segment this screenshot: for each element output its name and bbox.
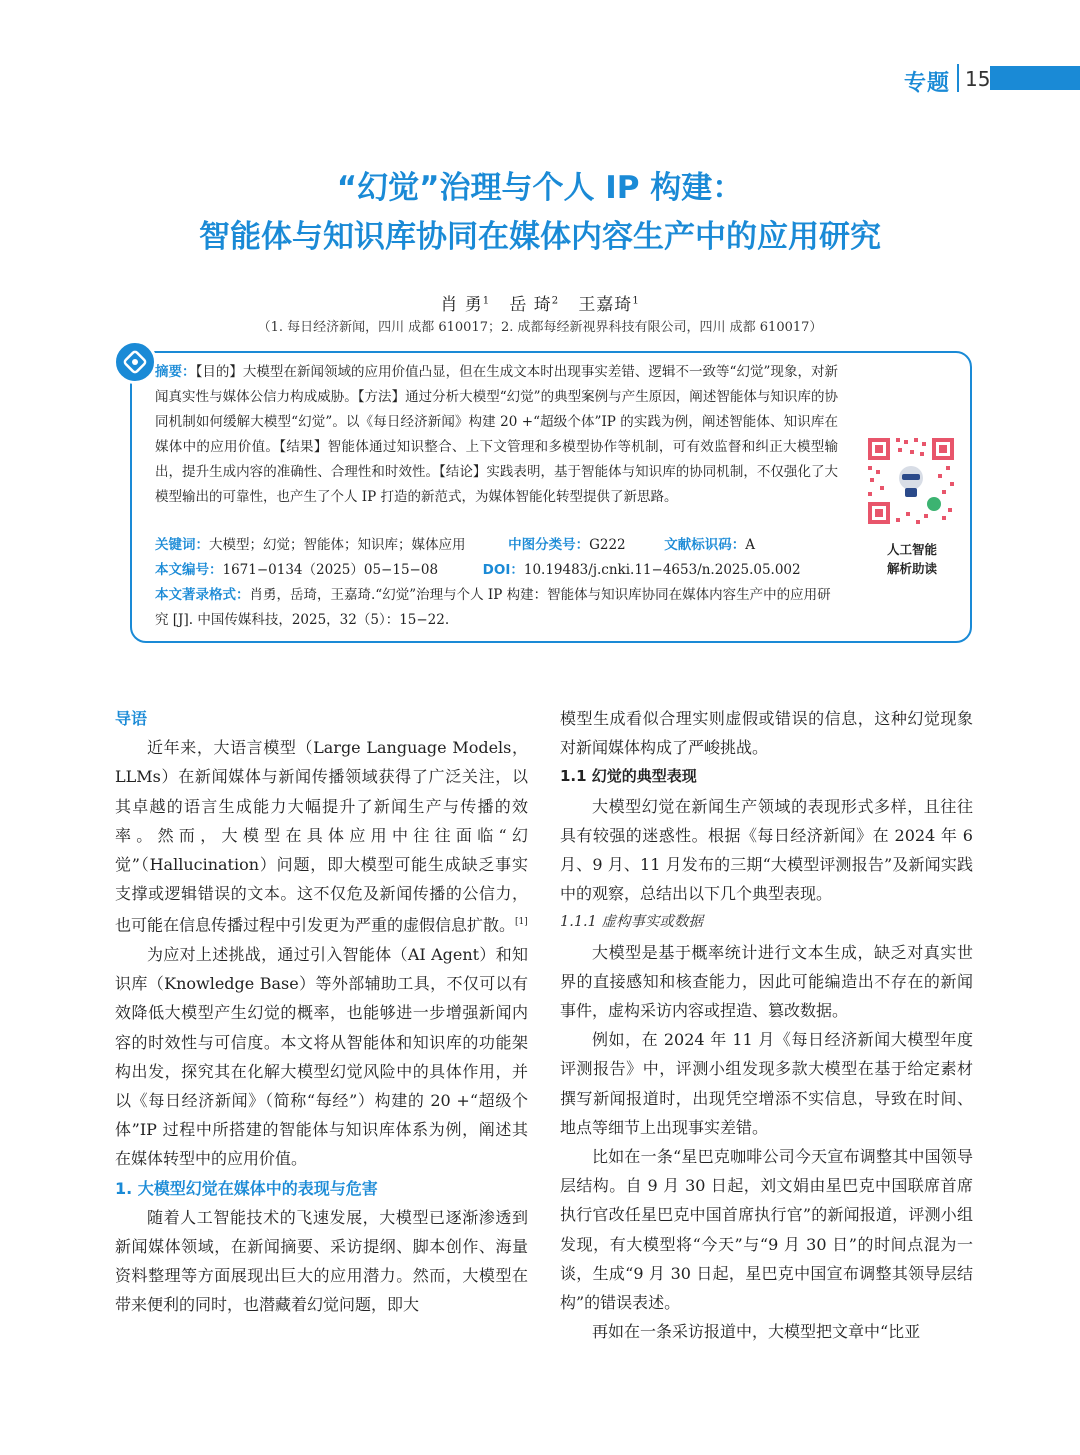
- section-label: 专题: [904, 71, 951, 96]
- authors: [0, 290, 1080, 315]
- body-paragraph-continued: 模型生成看似合理实则虚假或错误的信息，这种幻觉现象对新闻媒体构成了严峻挑战。: [560, 709, 973, 758]
- abstract-paragraph: [155, 360, 838, 510]
- paragraph-text: 近年来，大语言模型（Large Language Models，LLMs）在新闻媒体与新闻传播领域获得了广泛关注，以其卓越的语言生成能力大幅提升了新闻生产与传播的效率。然而，大模型在具体应用中往往面临“幻觉”（Hallucination）问题，即大模型可能生成缺乏事实支撑或逻辑错误的文本。这不仅危及新闻传播的公信力，也可能在信息传播过程中引发更为严重的虚假信息扩散。: [115, 738, 528, 935]
- body-paragraph: 比如在一条“星巴克咖啡公司今天宣布调整其中国领导层结构。自 9 月 30 日起，刘文娟由星巴克中国联席首席执行官改任星巴克中国首席执行官”的新闻报道，评测小组发现，有大模型将“今天”与“9 月 30 日”的时间点混为一谈，生成“9 月 30 日起，星巴克中国宣布调整其领导层结构”的错误表述。: [560, 1147, 973, 1313]
- heading-1-1: 1.1 幻觉的典型表现: [560, 767, 697, 786]
- author-name: 岳 琦: [509, 295, 552, 315]
- body-paragraph: [115, 733, 528, 940]
- body-paragraph: 大模型是基于概率统计进行文本生成，缺乏对真实世界的直接感知和核查能力，因此可能编造出不存在的新闻事件，虚构采访内容或捏造、篡改数据。: [560, 942, 973, 1021]
- qr-caption: [862, 540, 962, 578]
- author-affil-sup: 1: [482, 295, 491, 307]
- affiliation: （1. 每日经济新闻，四川 成都 610017；2. 成都每经新视界科技有限公司，四川 成都 610017）: [257, 320, 823, 335]
- body-paragraph: 为应对上述挑战，通过引入智能体（AI Agent）和知识库（Knowledge Base）等外部辅助工具，不仅可以有效降低大模型产生幻觉的概率，也能够进一步增强新闻内容的时效性与可信度。本文将从智能体和知识库的功能架构出发，探究其在化解大模型幻觉风险中的具体作用，并以《每日经济新闻》（简称“每经”）构建的 20 +“超级个体”IP 过程中所搭建的智能体与知识库体系为例，阐述其在媒体转型中的应用价值。: [115, 944, 528, 1169]
- page-number: 15: [965, 67, 991, 91]
- qr-caption-line-2: 解析助读: [886, 561, 937, 576]
- heading-1-1-1: 1.1.1 虚构事实或数据: [560, 914, 704, 931]
- body-paragraph: 随着人工智能技术的飞速发展，大模型已逐渐渗透到新闻媒体领域，在新闻摘要、采访提纲、脚本创作、海量资料整理等方面展现出巨大的应用潜力。然而，大模型在带来便利的同时，也潜藏着幻觉问题，即大: [115, 1207, 528, 1315]
- qr-caption-line-1: 人工智能: [886, 542, 937, 557]
- title-line-1: “幻觉”治理与个人 IP 构建：: [336, 170, 744, 206]
- body-paragraph: 大模型幻觉在新闻生产领域的表现形式多样，且往往具有较强的迷惑性。根据《每日经济新闻》在 2024 年 6 月、9 月、11 月发布的三期“大模型评测报告”及新闻实践中的观察，总结出以下几个典型表现。: [560, 796, 973, 904]
- author-affil-sup: 1: [632, 295, 640, 307]
- clc-value: G222: [589, 537, 626, 553]
- heading-intro: 导语: [115, 709, 148, 728]
- doi-value[interactable]: 10.19483/j.cnki.11−4653/n.2025.05.002: [523, 562, 801, 578]
- doc-code-value: A: [745, 537, 755, 553]
- doc-code-label: 文献标识码：: [664, 537, 746, 553]
- title-line-2: 智能体与知识库协同在媒体内容生产中的应用研究: [199, 219, 881, 255]
- keywords-row: [155, 533, 755, 558]
- body-column-left: [115, 704, 528, 1320]
- header-divider: [957, 64, 959, 92]
- body-paragraph: 再如在一条采访报道中，大模型把文章中“比亚: [592, 1322, 921, 1342]
- author-name: 王嘉琦: [578, 295, 633, 315]
- abstract-label: 摘要：: [155, 364, 196, 380]
- reference-marker[interactable]: [1]: [515, 917, 528, 928]
- keywords-label: 关键词：: [155, 537, 209, 553]
- citation-label: 本文著录格式：: [155, 587, 250, 603]
- keywords-value: 大模型；幻觉；智能体；知识库；媒体应用: [209, 537, 466, 553]
- qr-code-icon[interactable]: [862, 432, 960, 530]
- article-number-label: 本文编号：: [155, 562, 223, 578]
- journal-logo-icon: [113, 340, 157, 384]
- heading-section-1: 1. 大模型幻觉在媒体中的表现与危害: [115, 1178, 378, 1198]
- clc-label: 中图分类号：: [508, 537, 590, 553]
- doi-label: DOI：: [482, 562, 524, 578]
- article-number-row: [155, 558, 801, 583]
- author-name: 肖 勇: [440, 295, 483, 315]
- author-affil-sup: 2: [551, 295, 560, 307]
- header-accent-bar: [990, 66, 1080, 90]
- citation-format: [155, 583, 838, 633]
- body-paragraph: 例如，在 2024 年 11 月《每日经济新闻大模型年度评测报告》中，评测小组发现多款大模型在基于给定素材撰写新闻报道时，出现凭空增添不实信息，导致在时间、地点等细节上出现事实差错。: [560, 1030, 973, 1137]
- citation-text: 肖勇，岳琦，王嘉琦.“幻觉”治理与个人 IP 构建：智能体与知识库协同在媒体内容生产中的应用研究 [J]. 中国传媒科技，2025，32（5）：15−22.: [155, 587, 831, 628]
- abstract-text: 【目的】大模型在新闻领域的应用价值凸显，但在生成文本时出现事实差错、逻辑不一致等“幻觉”现象，对新闻真实性与媒体公信力构成威胁。【方法】通过分析大模型“幻觉”的典型案例与产生原因，阐述智能体与知识库的协同机制如何缓解大模型“幻觉”。以《每日经济新闻》构建 20 +“超级个体”IP 的实践为例，阐述智能体、知识库在媒体中的应用价值。【结果】智能体通过知识整合、上下文管理和多模型协作等机制，可有效监督和纠正大模型输出，提升生成内容的准确性、合理性和时效性。【结论】实践表明，基于智能体与知识库的协同机制，不仅强化了大模型输出的可靠性，也产生了个人 IP 打造的新范式，为媒体智能化转型提供了新思路。: [155, 364, 838, 505]
- body-column-right: [560, 704, 973, 1346]
- article-number-value: 1671−0134（2025）05−15−08: [222, 562, 439, 578]
